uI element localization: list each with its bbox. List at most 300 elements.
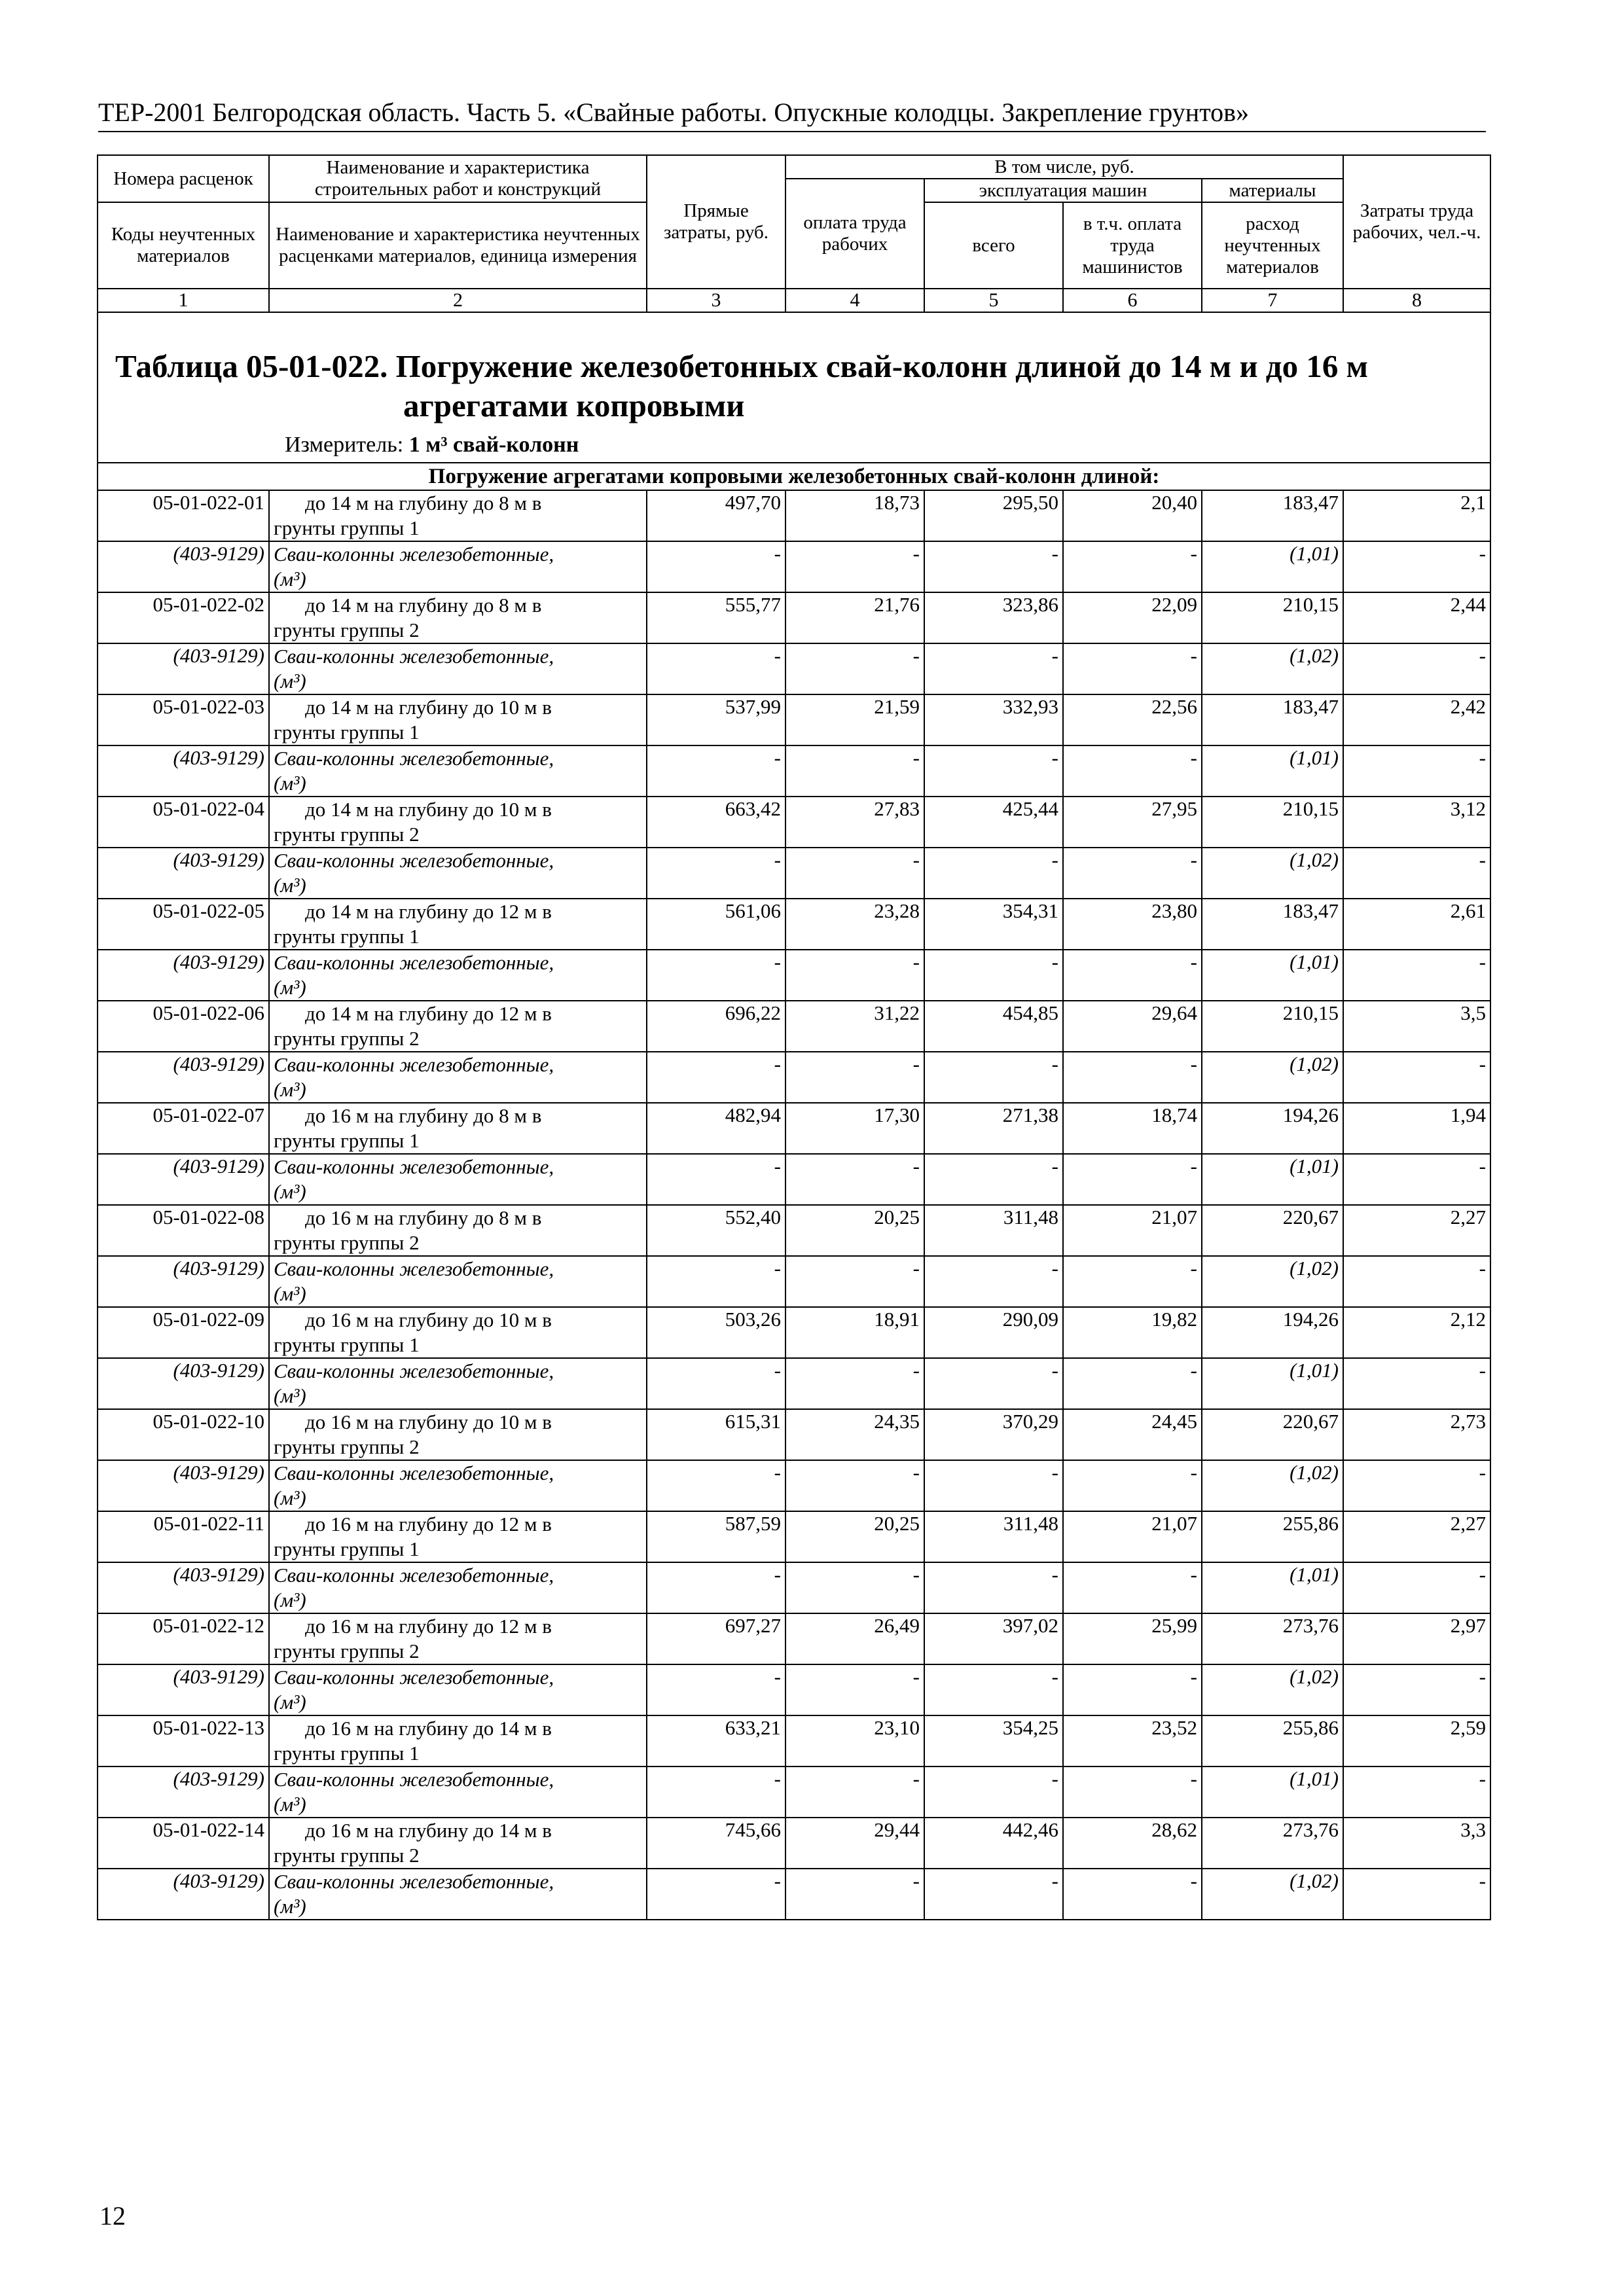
material-labor-hours: - [1343, 1052, 1490, 1103]
machines-total: 311,48 [924, 1511, 1063, 1562]
material-code: (403-9129) [98, 1664, 269, 1715]
material-unit: (м³) [274, 1895, 306, 1918]
worker-pay: 27,83 [785, 797, 924, 848]
material-row [98, 541, 1490, 592]
direct-costs: 552,40 [647, 1205, 785, 1256]
worker-pay: 31,22 [785, 1001, 924, 1052]
material-consumption: (1,02) [1202, 848, 1343, 899]
material-name: Сваи-колонны железобетонные, [274, 645, 554, 668]
operator-pay: 20,40 [1063, 490, 1202, 541]
work-name-line2: грунты группы 1 [274, 1742, 420, 1765]
table-row [98, 1001, 1490, 1052]
work-description [269, 1818, 647, 1869]
material-machines-total: - [924, 1052, 1063, 1103]
material-unit: (м³) [274, 1078, 306, 1101]
material-unit: (м³) [274, 567, 306, 590]
work-description [269, 1613, 647, 1664]
material-row [98, 745, 1490, 797]
rate-code: 05-01-022-07 [98, 1103, 269, 1154]
material-row [98, 1052, 1490, 1103]
work-description [269, 592, 647, 643]
material-code: (403-9129) [98, 541, 269, 592]
material-direct-costs: - [647, 1664, 785, 1715]
material-unit: (м³) [274, 1282, 306, 1305]
column-numbers [98, 289, 1490, 312]
material-code: (403-9129) [98, 1767, 269, 1818]
work-name-line2: грунты группы 1 [274, 516, 420, 539]
material-operator-pay: - [1063, 1358, 1202, 1409]
header-work-name: Наименование и характеристика строительных работ и конструкций [269, 155, 647, 202]
page-number: 12 [99, 2201, 126, 2231]
material-consumption: (1,02) [1202, 1460, 1343, 1511]
material-worker-pay: - [785, 745, 924, 797]
group-heading: Погружение агрегатами копровыми железобетонных свай-колонн длиной: [98, 463, 1490, 490]
material-worker-pay: - [785, 950, 924, 1001]
material-worker-pay: - [785, 1767, 924, 1818]
rate-code: 05-01-022-09 [98, 1307, 269, 1358]
material-labor-hours: - [1343, 1664, 1490, 1715]
material-machines-total: - [924, 848, 1063, 899]
material-labor-hours: - [1343, 950, 1490, 1001]
worker-pay: 29,44 [785, 1818, 924, 1869]
operator-pay: 21,07 [1063, 1205, 1202, 1256]
material-row [98, 1154, 1490, 1205]
material-direct-costs: - [647, 1052, 785, 1103]
work-description [269, 1307, 647, 1358]
rate-code: 05-01-022-04 [98, 797, 269, 848]
direct-costs: 633,21 [647, 1715, 785, 1767]
work-name-line1: до 14 м на глубину до 10 м в [305, 696, 552, 719]
material-operator-pay: - [1063, 745, 1202, 797]
table-row [98, 1715, 1490, 1767]
table-row [98, 490, 1490, 541]
table-title-block [98, 312, 1490, 463]
material-name: Сваи-колонны железобетонные, [274, 1359, 554, 1382]
materials-cost: 255,86 [1202, 1511, 1343, 1562]
material-labor-hours: - [1343, 1460, 1490, 1511]
work-name-line2: грунты группы 1 [274, 1537, 420, 1560]
material-name: Сваи-колонны железобетонные, [274, 1053, 554, 1076]
material-labor-hours: - [1343, 541, 1490, 592]
materials-cost: 255,86 [1202, 1715, 1343, 1767]
material-operator-pay: - [1063, 1154, 1202, 1205]
header-machines: эксплуатация машин [924, 179, 1202, 202]
material-unit: (м³) [274, 976, 306, 999]
material-description [269, 1052, 647, 1103]
material-code: (403-9129) [98, 1460, 269, 1511]
operator-pay: 28,62 [1063, 1818, 1202, 1869]
direct-costs: 497,70 [647, 490, 785, 541]
machines-total: 442,46 [924, 1818, 1063, 1869]
machines-total: 397,02 [924, 1613, 1063, 1664]
work-description [269, 1511, 647, 1562]
material-worker-pay: - [785, 1869, 924, 1920]
header-machines-total: всего [924, 202, 1063, 289]
material-operator-pay: - [1063, 1664, 1202, 1715]
work-name-line1: до 16 м на глубину до 12 м в [305, 1615, 552, 1638]
material-consumption: (1,01) [1202, 950, 1343, 1001]
material-machines-total: - [924, 541, 1063, 592]
rate-code: 05-01-022-12 [98, 1613, 269, 1664]
work-name-line2: грунты группы 2 [274, 1640, 420, 1662]
materials-cost: 220,67 [1202, 1409, 1343, 1460]
measure-unit [98, 425, 1490, 462]
col-number: 7 [1202, 289, 1343, 312]
machines-total: 425,44 [924, 797, 1063, 848]
table-title [98, 313, 1490, 425]
material-consumption: (1,01) [1202, 1562, 1343, 1613]
material-labor-hours: - [1343, 643, 1490, 694]
material-unit: (м³) [274, 1793, 306, 1816]
work-name-line2: грунты группы 2 [274, 619, 420, 641]
material-consumption: (1,01) [1202, 1154, 1343, 1205]
materials-cost: 210,15 [1202, 797, 1343, 848]
direct-costs: 697,27 [647, 1613, 785, 1664]
operator-pay: 27,95 [1063, 797, 1202, 848]
header-material-names: Наименование и характеристика неучтенных расценками материалов, единица измерения [269, 202, 647, 289]
material-labor-hours: - [1343, 1767, 1490, 1818]
machines-total: 370,29 [924, 1409, 1063, 1460]
direct-costs: 696,22 [647, 1001, 785, 1052]
table-row [98, 1409, 1490, 1460]
material-machines-total: - [924, 1256, 1063, 1307]
material-unit: (м³) [274, 772, 306, 795]
material-worker-pay: - [785, 1256, 924, 1307]
material-worker-pay: - [785, 541, 924, 592]
material-code: (403-9129) [98, 950, 269, 1001]
table-row [98, 797, 1490, 848]
table-row [98, 694, 1490, 745]
header-material-consumption: расход неучтенных материалов [1202, 202, 1343, 289]
table-title-line1: Таблица 05-01-022. Погружение железобетонных свай-колонн длиной до 14 м и до 16 м [115, 348, 1368, 384]
work-name-line1: до 14 м на глубину до 8 м в [305, 492, 542, 514]
work-name-line1: до 16 м на глубину до 8 м в [305, 1104, 542, 1127]
material-direct-costs: - [647, 1767, 785, 1818]
material-worker-pay: - [785, 1358, 924, 1409]
rate-code: 05-01-022-08 [98, 1205, 269, 1256]
machines-total: 454,85 [924, 1001, 1063, 1052]
work-name-line2: грунты группы 1 [274, 721, 420, 744]
material-worker-pay: - [785, 1562, 924, 1613]
worker-pay: 21,76 [785, 592, 924, 643]
header-labor-hours: Затраты труда рабочих, чел.-ч. [1343, 155, 1490, 289]
material-row [98, 1358, 1490, 1409]
work-name-line2: грунты группы 2 [274, 1231, 420, 1254]
rate-code: 05-01-022-03 [98, 694, 269, 745]
material-name: Сваи-колонны железобетонные, [274, 951, 554, 974]
direct-costs: 745,66 [647, 1818, 785, 1869]
material-description [269, 1358, 647, 1409]
machines-total: 295,50 [924, 490, 1063, 541]
worker-pay: 18,91 [785, 1307, 924, 1358]
material-consumption: (1,02) [1202, 1664, 1343, 1715]
work-name-line1: до 14 м на глубину до 8 м в [305, 594, 542, 617]
work-name-line1: до 16 м на глубину до 14 м в [305, 1717, 552, 1740]
work-name-line1: до 16 м на глубину до 14 м в [305, 1819, 552, 1842]
material-description [269, 1869, 647, 1920]
material-description [269, 1256, 647, 1307]
materials-cost: 194,26 [1202, 1307, 1343, 1358]
materials-cost: 210,15 [1202, 592, 1343, 643]
material-machines-total: - [924, 1869, 1063, 1920]
material-description [269, 541, 647, 592]
table-row [98, 899, 1490, 950]
work-description [269, 1103, 647, 1154]
col-number: 1 [98, 289, 269, 312]
direct-costs: 555,77 [647, 592, 785, 643]
header-worker-pay: оплата труда рабочих [785, 179, 924, 289]
material-direct-costs: - [647, 1460, 785, 1511]
work-description [269, 797, 647, 848]
worker-pay: 23,28 [785, 899, 924, 950]
header-operator-pay: в т.ч. оплата труда машинистов [1063, 202, 1202, 289]
header-including: В том числе, руб. [785, 155, 1343, 179]
material-consumption: (1,02) [1202, 1052, 1343, 1103]
material-direct-costs: - [647, 1869, 785, 1920]
material-row [98, 1767, 1490, 1818]
material-consumption: (1,01) [1202, 541, 1343, 592]
material-direct-costs: - [647, 541, 785, 592]
labor-hours: 3,5 [1343, 1001, 1490, 1052]
labor-hours: 3,3 [1343, 1818, 1490, 1869]
material-labor-hours: - [1343, 1154, 1490, 1205]
work-name-line1: до 14 м на глубину до 12 м в [305, 1002, 552, 1025]
material-direct-costs: - [647, 643, 785, 694]
material-description [269, 1154, 647, 1205]
labor-hours: 2,1 [1343, 490, 1490, 541]
labor-hours: 1,94 [1343, 1103, 1490, 1154]
work-description [269, 899, 647, 950]
col-number: 3 [647, 289, 785, 312]
machines-total: 332,93 [924, 694, 1063, 745]
direct-costs: 663,42 [647, 797, 785, 848]
machines-total: 354,25 [924, 1715, 1063, 1767]
material-worker-pay: - [785, 1154, 924, 1205]
work-name-line2: грунты группы 1 [274, 1333, 420, 1356]
header-materials: материалы [1202, 179, 1343, 202]
material-code: (403-9129) [98, 1358, 269, 1409]
work-name-line2: грунты группы 2 [274, 1027, 420, 1050]
labor-hours: 2,42 [1343, 694, 1490, 745]
work-name-line1: до 14 м на глубину до 12 м в [305, 900, 552, 923]
material-consumption: (1,02) [1202, 1869, 1343, 1920]
material-description [269, 745, 647, 797]
operator-pay: 24,45 [1063, 1409, 1202, 1460]
worker-pay: 21,59 [785, 694, 924, 745]
materials-cost: 220,67 [1202, 1205, 1343, 1256]
machines-total: 290,09 [924, 1307, 1063, 1358]
direct-costs: 561,06 [647, 899, 785, 950]
material-consumption: (1,01) [1202, 745, 1343, 797]
material-unit: (м³) [274, 874, 306, 897]
rate-code: 05-01-022-02 [98, 592, 269, 643]
rate-code: 05-01-022-01 [98, 490, 269, 541]
work-name-line2: грунты группы 1 [274, 925, 420, 948]
worker-pay: 23,10 [785, 1715, 924, 1767]
table-head [98, 155, 1490, 312]
material-direct-costs: - [647, 950, 785, 1001]
material-direct-costs: - [647, 848, 785, 899]
material-row [98, 1460, 1490, 1511]
material-operator-pay: - [1063, 1767, 1202, 1818]
material-operator-pay: - [1063, 1460, 1202, 1511]
rate-code: 05-01-022-13 [98, 1715, 269, 1767]
work-description [269, 1715, 647, 1767]
material-code: (403-9129) [98, 848, 269, 899]
material-machines-total: - [924, 643, 1063, 694]
labor-hours: 2,27 [1343, 1205, 1490, 1256]
material-labor-hours: - [1343, 848, 1490, 899]
materials-cost: 183,47 [1202, 490, 1343, 541]
material-unit: (м³) [274, 670, 306, 692]
material-code: (403-9129) [98, 643, 269, 694]
table-row [98, 1613, 1490, 1664]
work-description [269, 694, 647, 745]
work-name-line1: до 16 м на глубину до 10 м в [305, 1410, 552, 1433]
material-description [269, 1767, 647, 1818]
materials-cost: 183,47 [1202, 899, 1343, 950]
material-name: Сваи-колонны железобетонные, [274, 849, 554, 872]
material-machines-total: - [924, 950, 1063, 1001]
col-number: 5 [924, 289, 1063, 312]
page-header: ТЕР-2001 Белгородская область. Часть 5. «Свайные работы. Опускные колодцы. Закрепление грунтов» [98, 98, 1250, 127]
header-codes: Номера расценок [98, 155, 269, 202]
work-name-line1: до 16 м на глубину до 8 м в [305, 1206, 542, 1229]
header-material-codes: Коды неучтенных материалов [98, 202, 269, 289]
material-description [269, 848, 647, 899]
col-number: 8 [1343, 289, 1490, 312]
material-worker-pay: - [785, 643, 924, 694]
material-row [98, 643, 1490, 694]
material-name: Сваи-колонны железобетонные, [274, 1768, 554, 1791]
material-code: (403-9129) [98, 745, 269, 797]
material-machines-total: - [924, 745, 1063, 797]
material-operator-pay: - [1063, 848, 1202, 899]
work-name-line1: до 14 м на глубину до 10 м в [305, 798, 552, 821]
material-row [98, 1664, 1490, 1715]
worker-pay: 26,49 [785, 1613, 924, 1664]
material-description [269, 1562, 647, 1613]
materials-cost: 183,47 [1202, 694, 1343, 745]
material-name: Сваи-колонны железобетонные, [274, 1155, 554, 1178]
work-name-line1: до 16 м на глубину до 10 м в [305, 1308, 552, 1331]
material-operator-pay: - [1063, 1052, 1202, 1103]
col-number: 4 [785, 289, 924, 312]
material-row [98, 1869, 1490, 1920]
material-direct-costs: - [647, 1154, 785, 1205]
material-row [98, 1256, 1490, 1307]
material-operator-pay: - [1063, 643, 1202, 694]
material-unit: (м³) [274, 1486, 306, 1509]
operator-pay: 23,52 [1063, 1715, 1202, 1767]
material-unit: (м³) [274, 1691, 306, 1713]
material-worker-pay: - [785, 1460, 924, 1511]
material-name: Сваи-колонны железобетонные, [274, 1666, 554, 1689]
rate-code: 05-01-022-05 [98, 899, 269, 950]
rates-table [97, 154, 1491, 1920]
material-consumption: (1,02) [1202, 1256, 1343, 1307]
material-code: (403-9129) [98, 1052, 269, 1103]
labor-hours: 2,73 [1343, 1409, 1490, 1460]
material-labor-hours: - [1343, 1562, 1490, 1613]
material-code: (403-9129) [98, 1154, 269, 1205]
labor-hours: 2,61 [1343, 899, 1490, 950]
work-name-line2: грунты группы 2 [274, 1435, 420, 1458]
table-row [98, 592, 1490, 643]
machines-total: 323,86 [924, 592, 1063, 643]
work-name-line2: грунты группы 2 [274, 823, 420, 846]
material-name: Сваи-колонны железобетонные, [274, 1870, 554, 1893]
table-row [98, 1205, 1490, 1256]
direct-costs: 503,26 [647, 1307, 785, 1358]
material-operator-pay: - [1063, 1256, 1202, 1307]
measure-value: 1 м³ свай-колонн [408, 433, 579, 457]
material-labor-hours: - [1343, 745, 1490, 797]
material-machines-total: - [924, 1460, 1063, 1511]
operator-pay: 18,74 [1063, 1103, 1202, 1154]
labor-hours: 2,59 [1343, 1715, 1490, 1767]
col-number: 2 [269, 289, 647, 312]
worker-pay: 20,25 [785, 1205, 924, 1256]
rate-code: 05-01-022-14 [98, 1818, 269, 1869]
labor-hours: 2,44 [1343, 592, 1490, 643]
material-name: Сваи-колонны железобетонные, [274, 1564, 554, 1587]
measure-label: Измеритель: [285, 433, 404, 457]
direct-costs: 587,59 [647, 1511, 785, 1562]
material-unit: (м³) [274, 1384, 306, 1407]
machines-total: 271,38 [924, 1103, 1063, 1154]
material-worker-pay: - [785, 1664, 924, 1715]
material-consumption: (1,01) [1202, 1358, 1343, 1409]
worker-pay: 24,35 [785, 1409, 924, 1460]
operator-pay: 22,56 [1063, 694, 1202, 745]
material-operator-pay: - [1063, 1562, 1202, 1613]
material-name: Сваи-колонны железобетонные, [274, 543, 554, 565]
operator-pay: 29,64 [1063, 1001, 1202, 1052]
material-name: Сваи-колонны железобетонные, [274, 747, 554, 770]
material-machines-total: - [924, 1358, 1063, 1409]
operator-pay: 22,09 [1063, 592, 1202, 643]
work-description [269, 1205, 647, 1256]
labor-hours: 3,12 [1343, 797, 1490, 848]
table-row [98, 1103, 1490, 1154]
worker-pay: 18,73 [785, 490, 924, 541]
labor-hours: 2,97 [1343, 1613, 1490, 1664]
material-machines-total: - [924, 1767, 1063, 1818]
material-description [269, 1664, 647, 1715]
material-code: (403-9129) [98, 1869, 269, 1920]
rate-code: 05-01-022-10 [98, 1409, 269, 1460]
rate-code: 05-01-022-06 [98, 1001, 269, 1052]
direct-costs: 482,94 [647, 1103, 785, 1154]
col-number: 6 [1063, 289, 1202, 312]
materials-cost: 273,76 [1202, 1818, 1343, 1869]
material-consumption: (1,02) [1202, 643, 1343, 694]
material-unit: (м³) [274, 1588, 306, 1611]
work-description [269, 490, 647, 541]
operator-pay: 23,80 [1063, 899, 1202, 950]
machines-total: 311,48 [924, 1205, 1063, 1256]
work-name-line2: грунты группы 2 [274, 1844, 420, 1867]
material-name: Сваи-колонны железобетонные, [274, 1257, 554, 1280]
rate-code: 05-01-022-11 [98, 1511, 269, 1562]
operator-pay: 21,07 [1063, 1511, 1202, 1562]
material-operator-pay: - [1063, 950, 1202, 1001]
material-direct-costs: - [647, 1562, 785, 1613]
worker-pay: 17,30 [785, 1103, 924, 1154]
material-machines-total: - [924, 1562, 1063, 1613]
worker-pay: 20,25 [785, 1511, 924, 1562]
